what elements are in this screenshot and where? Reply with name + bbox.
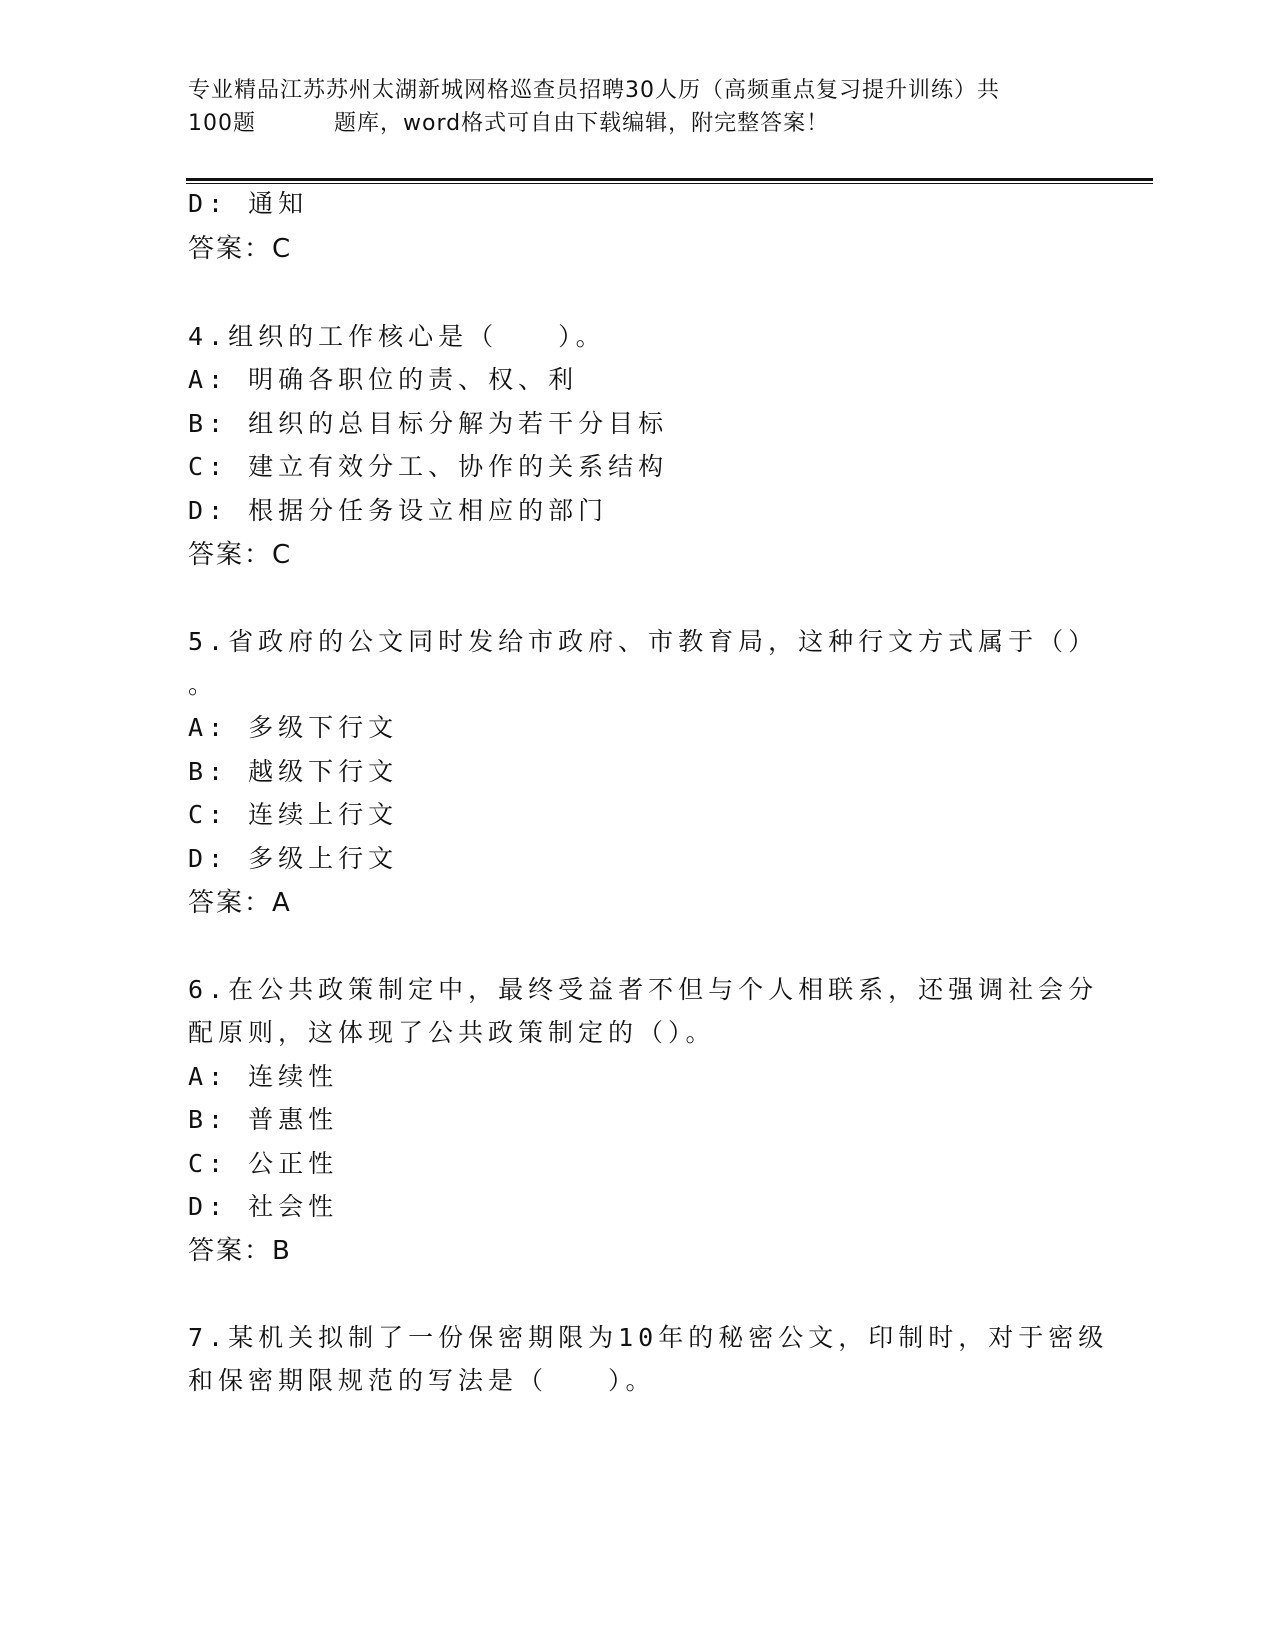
- q5-answer: 答案：A: [188, 888, 292, 918]
- q4-option-c: C: 建立有效分工、协作的关系结构: [188, 452, 669, 481]
- q6-option-c: C: 公正性: [188, 1149, 339, 1178]
- q5-stem-line-2: 。: [188, 670, 219, 699]
- q5-option-b: B: 越级下行文: [188, 757, 399, 786]
- q6-stem-line-1: 6.在公共政策制定中，最终受益者不但与个人相联系，还强调社会分: [188, 975, 1099, 1004]
- header-line-1: 专业精品江苏苏州太湖新城网格巡查员招聘30人历（高频重点复习提升训练）共: [188, 78, 1000, 103]
- header-line-2: [188, 107, 1088, 140]
- q4-option-a: A: 明确各职位的责、权、利: [188, 365, 579, 394]
- q4-answer: 答案：C: [188, 540, 293, 570]
- q3-option-d: D: 通知: [188, 189, 309, 218]
- q4-stem-line-1: 4.组织的工作核心是（ ）。: [188, 322, 606, 351]
- header-question-count: 100题: [188, 111, 256, 136]
- q6-stem-line-2: 配原则，这体现了公共政策制定的（）。: [188, 1018, 716, 1047]
- header-divider-thick: [186, 178, 1153, 181]
- q6-option-d: D: 社会性: [188, 1192, 339, 1221]
- header-description: 题库，word格式可自由下载编辑，附完整答案！: [334, 111, 830, 136]
- q4-option-d: D: 根据分任务设立相应的部门: [188, 496, 609, 525]
- q3-answer: 答案：C: [188, 234, 293, 264]
- q6-option-a: A: 连续性: [188, 1062, 339, 1091]
- document-header: [188, 74, 1088, 140]
- q4-option-b: B: 组织的总目标分解为若干分目标: [188, 409, 669, 438]
- q5-option-a: A: 多级下行文: [188, 713, 399, 742]
- q6-option-b: B: 普惠性: [188, 1105, 339, 1134]
- q7-stem-line-1: 7.某机关拟制了一份保密期限为10年的秘密公文，印制时，对于密级: [188, 1323, 1109, 1352]
- q5-option-c: C: 连续上行文: [188, 800, 399, 829]
- header-divider-thin: [186, 183, 1153, 184]
- q7-stem-line-2: 和保密期限规范的写法是（ ）。: [188, 1366, 656, 1395]
- q5-option-d: D: 多级上行文: [188, 844, 399, 873]
- q6-answer: 答案：B: [188, 1236, 292, 1266]
- q5-stem-line-1: 5.省政府的公文同时发给市政府、市教育局，这种行文方式属于（）: [188, 627, 1099, 656]
